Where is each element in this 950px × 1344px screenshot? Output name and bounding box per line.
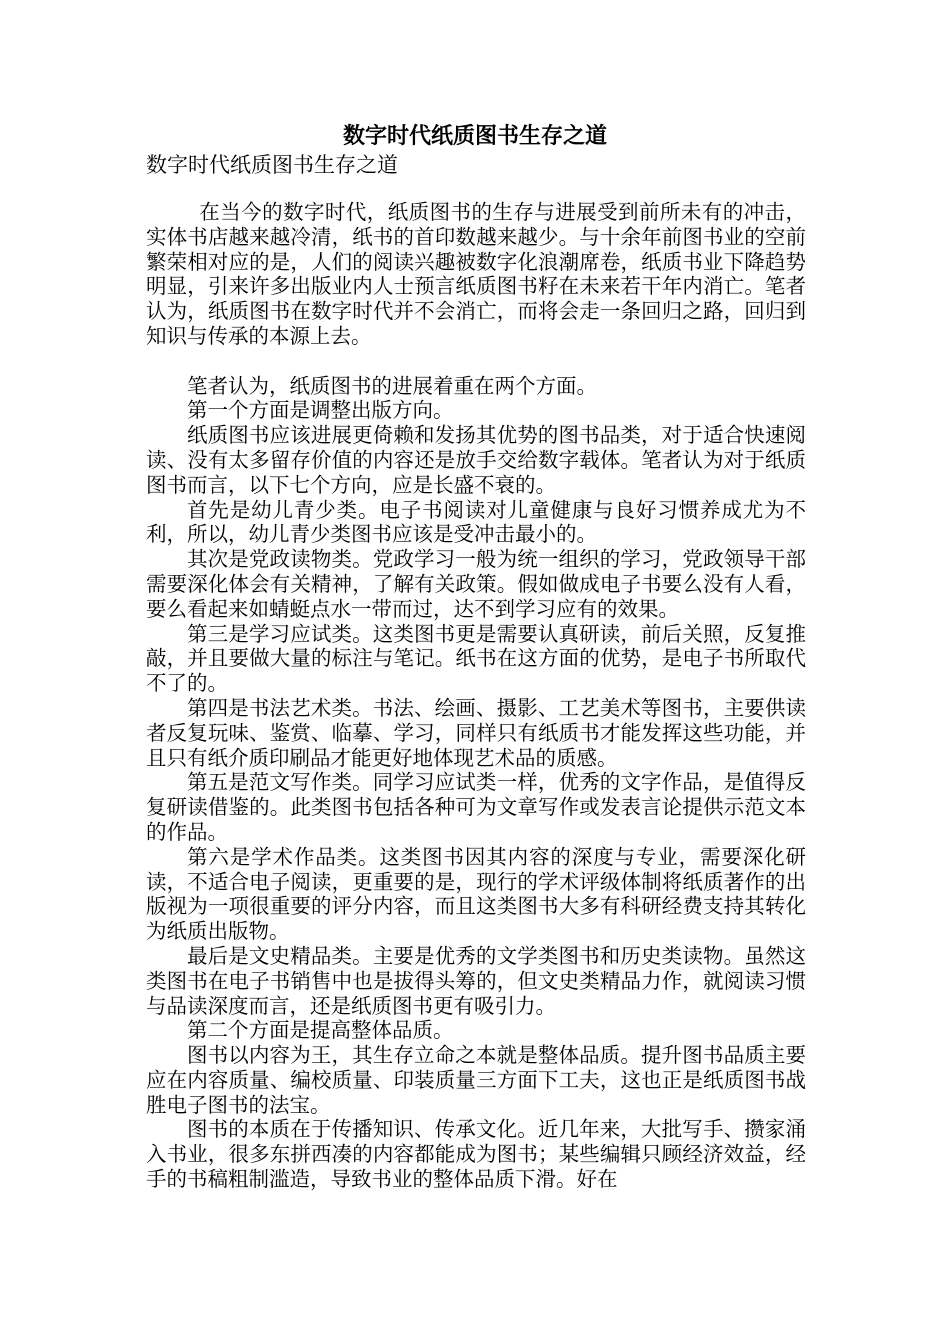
paragraph-art: 第四是书法艺术类。书法、绘画、摄影、工艺美术等图书，主要供读者反复玩味、鉴赏、临摹、学习，同样只有纸质书才能发挥这些功能，并且只有纸介质印刷品才能更好地体现艺术品的质感。 bbox=[146, 695, 806, 770]
paragraph-writing: 第五是范文写作类。同学习应试类一样，优秀的文字作品，是值得反复研读借鉴的。此类图书包括各种可为文章写作或发表言论提供示范文本的作品。 bbox=[146, 770, 806, 844]
paragraph-overview: 笔者认为，纸质图书的进展着重在两个方面。 bbox=[187, 373, 597, 398]
paragraph-children: 首先是幼儿青少类。电子书阅读对儿童健康与良好习惯养成尤为不利，所以，幼儿青少类图书应该是受冲击最小的。 bbox=[146, 497, 806, 547]
document-subtitle: 数字时代纸质图书生存之道 bbox=[146, 153, 398, 177]
paragraph-essence: 图书的本质在于传播知识、传承文化。近几年来，大批写手、攒家涌入书业，很多东拼西凑的内容都能成为图书；某些编辑只顾经济效益，经手的书稿粗制滥造，导致书业的整体品质下滑。好在 bbox=[146, 1117, 806, 1192]
paragraph-first-aspect: 第一个方面是调整出版方向。 bbox=[187, 398, 454, 423]
document-title: 数字时代纸质图书生存之道 bbox=[342, 124, 607, 149]
paragraph-literature: 最后是文史精品类。主要是优秀的文学类图书和历史类读物。虽然这类图书在电子书销售中也是拔得头筹的，但文史类精品力作，就阅读习惯与品读深度而言，还是纸质图书更有吸引力。 bbox=[146, 943, 806, 1018]
paragraph-academic: 第六是学术作品类。这类图书因其内容的深度与专业，需要深化研读，不适合电子阅读，更重要的是，现行的学术评级体制将纸质著作的出版视为一项很重要的评分内容，而且这类图书大多有科研经费支持其转化为纸质出版物。 bbox=[146, 844, 806, 944]
paragraph-party: 其次是党政读物类。党政学习一般为统一组织的学习，党政领导干部需要深化体会有关精神，了解有关政策。假如做成电子书要么没有人看，要么看起来如蜻蜓点水一带而过，达不到学习应有的效果。 bbox=[146, 547, 806, 621]
document-body bbox=[146, 200, 806, 1192]
paragraph-second-aspect: 第二个方面是提高整体品质。 bbox=[187, 1018, 454, 1043]
paragraph-quality: 图书以内容为王，其生存立命之本就是整体品质。提升图书品质主要应在内容质量、编校质量、印装质量三方面下工夫，这也正是纸质图书战胜电子图书的法宝。 bbox=[146, 1043, 806, 1117]
paragraph-exam: 第三是学习应试类。这类图书更是需要认真研读，前后关照，反复推敲，并且要做大量的标注与笔记。纸书在这方面的优势，是电子书所取代不了的。 bbox=[146, 621, 806, 696]
paragraph-intro: 在当今的数字时代，纸质图书的生存与进展受到前所未有的冲击，实体书店越来越冷清，纸书的首印数越来越少。与十余年前图书业的空前繁荣相对应的是，人们的阅读兴趣被数字化浪潮席卷，纸质书业下降趋势明显，引来许多出版业内人士预言纸质图书籽在未来若干年内消亡。笔者认为，纸质图书在数字时代并不会消亡，而将会走一条回归之路，回归到知识与传承的本源上去。 bbox=[146, 200, 806, 348]
paragraph-first-aspect-detail: 纸质图书应该进展更倚赖和发扬其优势的图书品类，对于适合快速阅读、没有太多留存价值的内容还是放手交给数字载体。笔者认为对于纸质图书而言，以下七个方向，应是长盛不衰的。 bbox=[146, 423, 806, 497]
